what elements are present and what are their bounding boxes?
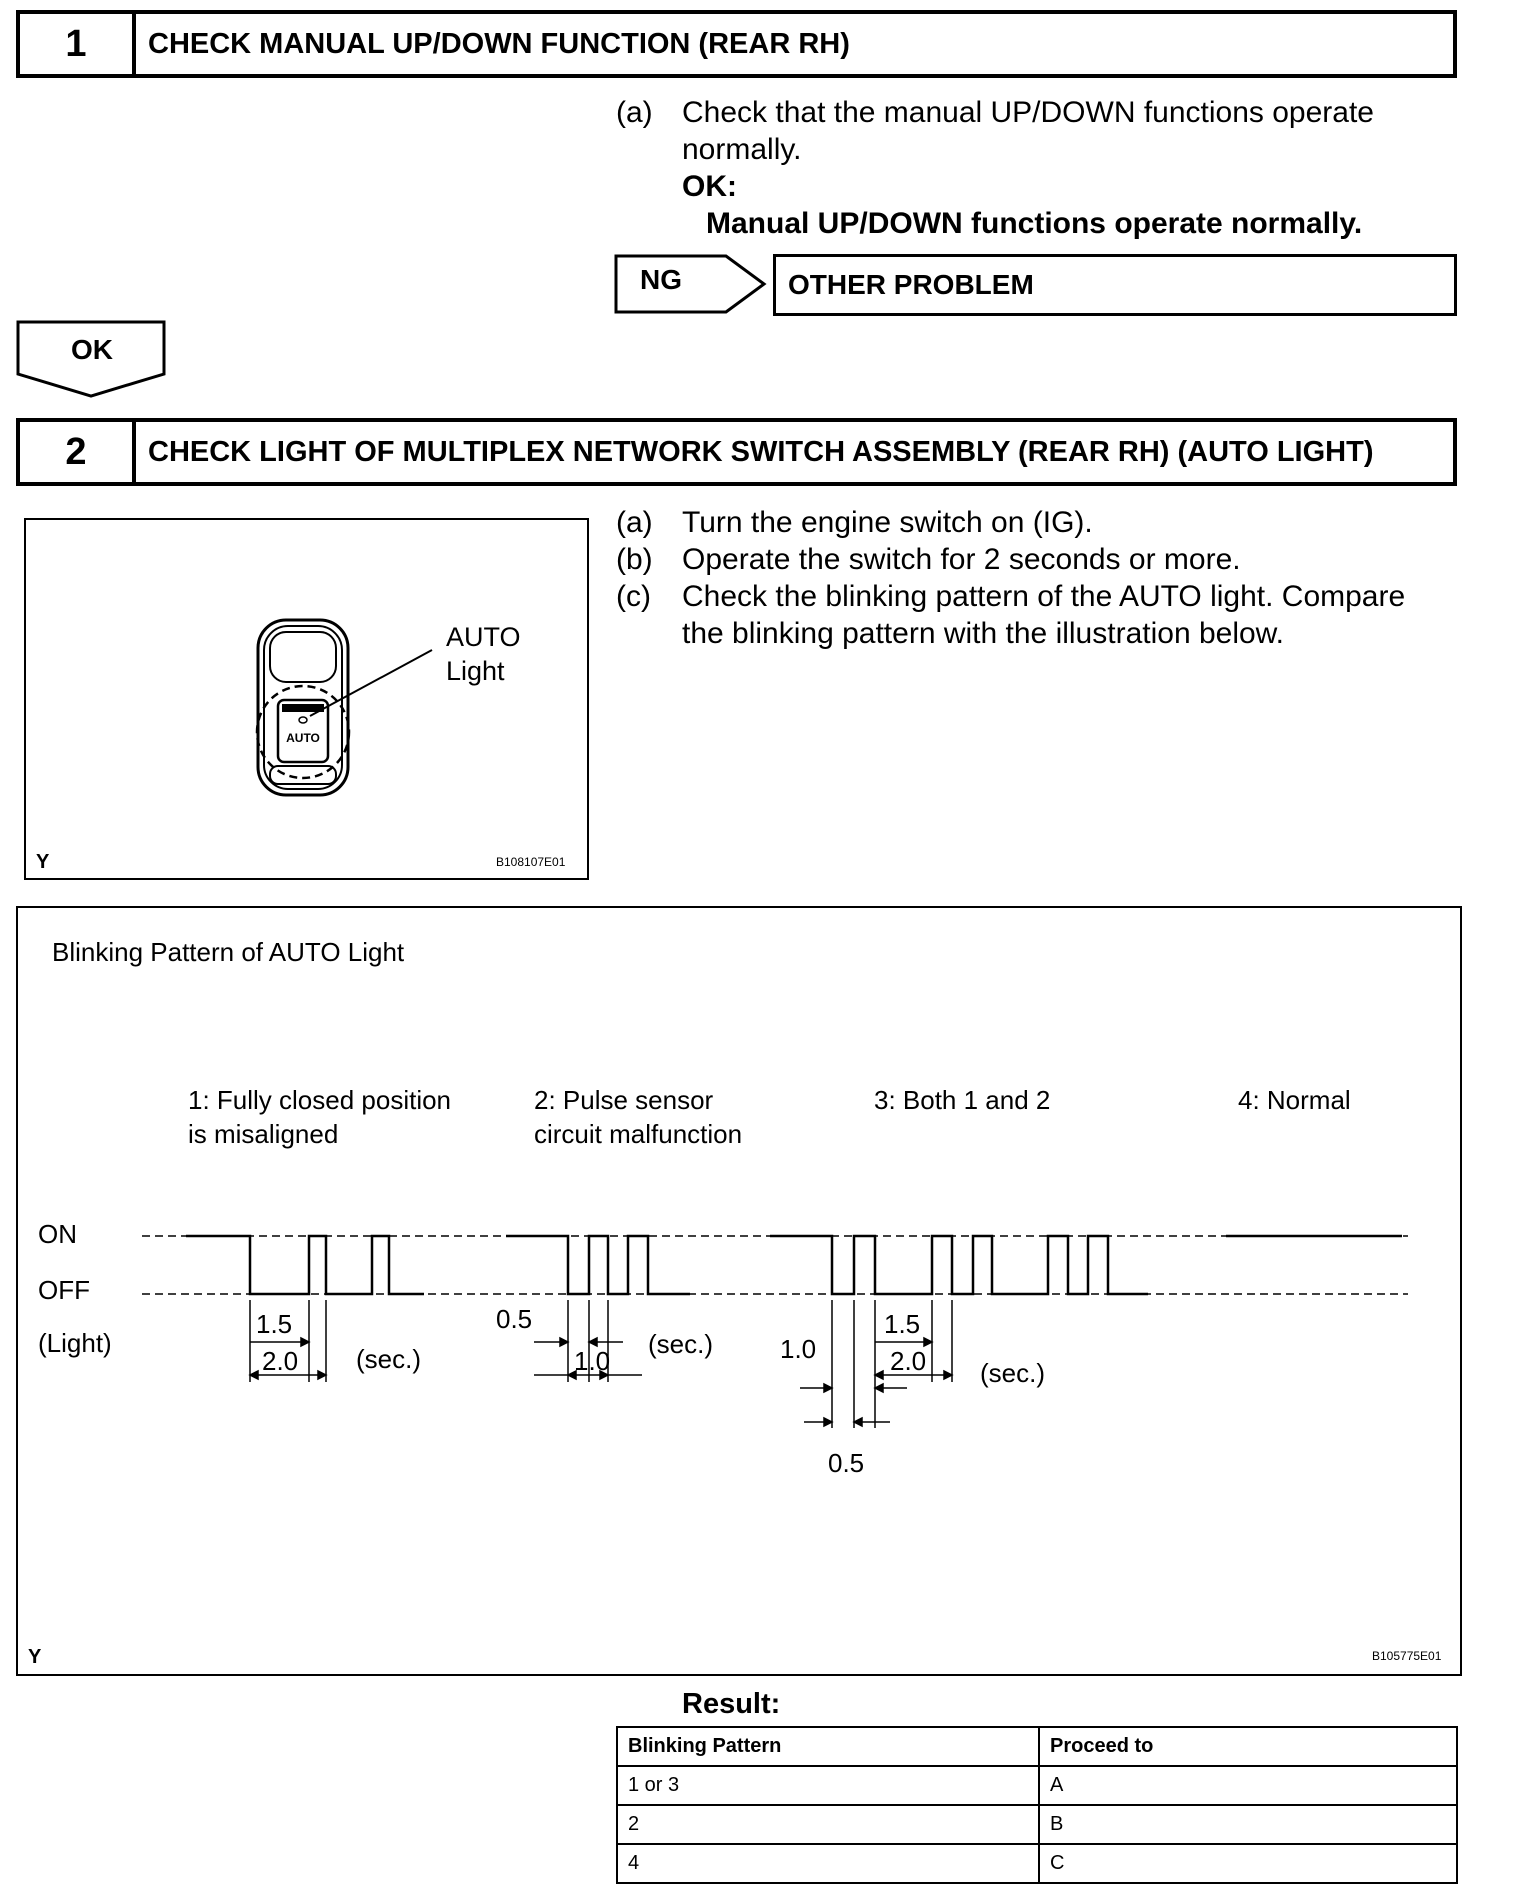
table-cell: 4 bbox=[617, 1844, 1039, 1883]
ng-arrow bbox=[614, 254, 774, 314]
table-header-row bbox=[617, 1727, 1457, 1766]
step-title: CHECK LIGHT OF MULTIPLEX NETWORK SWITCH ASSEMBLY (REAR RH) (AUTO LIGHT) bbox=[148, 435, 1374, 468]
table-row bbox=[617, 1766, 1457, 1805]
switch-illustration bbox=[26, 520, 587, 878]
pattern-4-caption: 4: Normal bbox=[1238, 1085, 1351, 1115]
waveforms bbox=[186, 1236, 1402, 1294]
ok-label: OK: bbox=[682, 170, 737, 203]
instruction-label: (a) bbox=[616, 506, 653, 539]
table-cell: 2 bbox=[617, 1805, 1039, 1844]
dimension-label: 1.0 bbox=[780, 1334, 817, 1364]
instruction-text: the blinking pattern with the illustration below. bbox=[682, 617, 1285, 650]
figure-title: Blinking Pattern of AUTO Light bbox=[52, 937, 405, 967]
ok-criteria: Manual UP/DOWN functions operate normally. bbox=[706, 207, 1363, 240]
switch-figure bbox=[24, 518, 589, 880]
instruction-text: normally. bbox=[682, 133, 802, 166]
ng-label: NG bbox=[640, 264, 682, 295]
instruction-label: (a) bbox=[616, 96, 653, 129]
dimension-label: 1.5 bbox=[256, 1309, 293, 1339]
dimension-unit: (sec.) bbox=[980, 1358, 1045, 1388]
step-title: CHECK MANUAL UP/DOWN FUNCTION (REAR RH) bbox=[148, 27, 850, 60]
table-cell: 1 or 3 bbox=[617, 1766, 1039, 1805]
blinking-pattern-figure bbox=[16, 906, 1462, 1676]
figure-code: B108107E01 bbox=[496, 855, 566, 869]
pattern-3-caption: 3: Both 1 and 2 bbox=[874, 1085, 1051, 1115]
instruction-text: Check the blinking pattern of the AUTO light. Compare bbox=[682, 580, 1406, 613]
dimension-label: 0.5 bbox=[828, 1448, 865, 1478]
pattern-1-waveform bbox=[186, 1236, 424, 1294]
corner-mark: Y bbox=[28, 1646, 42, 1668]
pattern-2-caption: circuit malfunction bbox=[534, 1119, 743, 1149]
dimension-label: 2.0 bbox=[890, 1346, 927, 1376]
blinking-pattern-diagram bbox=[18, 908, 1460, 1674]
pattern-2-waveform bbox=[506, 1236, 690, 1294]
instruction-text: Turn the engine switch on (IG). bbox=[682, 506, 1093, 539]
dimension-label: 2.0 bbox=[262, 1346, 299, 1376]
ng-result-box bbox=[773, 254, 1457, 316]
table-row bbox=[617, 1805, 1457, 1844]
table-cell: B bbox=[1039, 1805, 1457, 1844]
pattern-2-caption: 2: Pulse sensor bbox=[534, 1085, 714, 1115]
pattern-3-dimensions bbox=[800, 1300, 952, 1428]
step-1-header bbox=[16, 10, 1457, 78]
dimension-label: 1.5 bbox=[884, 1309, 921, 1339]
pattern-1-caption: 1: Fully closed position bbox=[188, 1085, 452, 1115]
dimension-label: 1.0 bbox=[574, 1346, 611, 1376]
pattern-3-waveform bbox=[770, 1236, 1148, 1294]
callout-light: Light bbox=[446, 656, 505, 686]
instruction-text: Check that the manual UP/DOWN functions operate bbox=[682, 96, 1374, 129]
result-heading: Result: bbox=[682, 1688, 781, 1720]
ng-result-text: OTHER PROBLEM bbox=[788, 269, 1034, 300]
step-1-instruction bbox=[616, 94, 1436, 254]
table-cell: C bbox=[1039, 1844, 1457, 1883]
step-2-instructions bbox=[616, 504, 1456, 664]
column-header: Blinking Pattern bbox=[617, 1727, 1039, 1766]
step-number: 1 bbox=[20, 14, 136, 74]
column-header: Proceed to bbox=[1039, 1727, 1457, 1766]
table-cell: A bbox=[1039, 1766, 1457, 1805]
instruction-text: Operate the switch for 2 seconds or more. bbox=[682, 543, 1241, 576]
level-unit-label: (Light) bbox=[38, 1328, 112, 1358]
result-table bbox=[616, 1726, 1458, 1884]
level-on-label: ON bbox=[38, 1219, 77, 1249]
level-off-label: OFF bbox=[38, 1275, 90, 1305]
step-2-header bbox=[16, 418, 1457, 486]
corner-mark: Y bbox=[36, 851, 50, 873]
callout-auto: AUTO bbox=[446, 622, 521, 652]
figure-code: B105775E01 bbox=[1372, 1649, 1442, 1663]
ok-arrow-label: OK bbox=[71, 334, 113, 365]
dimension-unit: (sec.) bbox=[356, 1344, 421, 1374]
dimension-unit: (sec.) bbox=[648, 1329, 713, 1359]
instruction-label: (c) bbox=[616, 580, 651, 613]
instruction-label: (b) bbox=[616, 543, 653, 576]
table-row bbox=[617, 1844, 1457, 1883]
dimension-label: 0.5 bbox=[496, 1304, 533, 1334]
switch-auto-text: AUTO bbox=[286, 731, 320, 745]
pattern-1-caption: is misaligned bbox=[188, 1119, 339, 1149]
step-number: 2 bbox=[20, 422, 136, 482]
